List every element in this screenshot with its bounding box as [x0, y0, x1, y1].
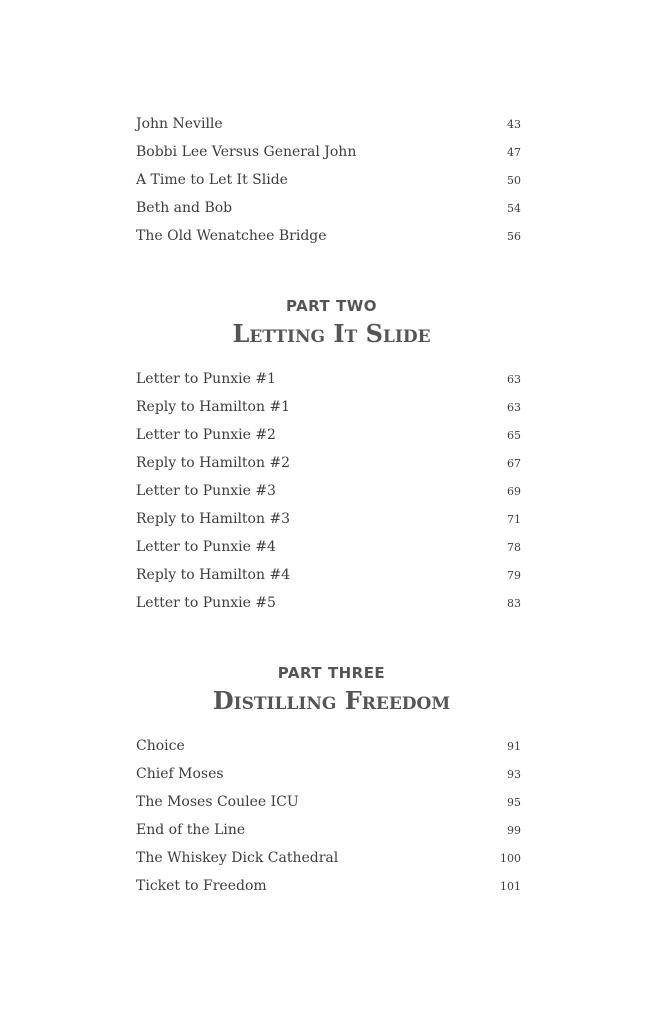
toc-entry-page: 65: [507, 429, 521, 442]
toc-entry[interactable]: [136, 850, 521, 878]
toc-entry[interactable]: [136, 200, 521, 228]
toc-entry-page: 43: [507, 118, 521, 131]
part-three-label: PART THREE: [277, 664, 386, 682]
toc-entry-page: 47: [507, 146, 521, 159]
toc-entry-title: A Time to Let It Slide: [136, 172, 288, 188]
toc-entry[interactable]: [136, 822, 521, 850]
toc-entry-title: Reply to Hamilton #3: [136, 511, 291, 527]
toc-entry-title: Letter to Punxie #5: [136, 595, 276, 611]
toc-entry[interactable]: [136, 144, 521, 172]
toc-entry-title: The Old Wenatchee Bridge: [136, 228, 327, 244]
toc-entry-page: 71: [507, 513, 521, 526]
toc-entry-page: 100: [500, 852, 521, 865]
toc-entry-page: 95: [507, 796, 521, 809]
toc-entry-page: 67: [507, 457, 521, 470]
toc-part-three-list: [136, 738, 521, 906]
toc-entry-title: Letter to Punxie #1: [136, 371, 276, 387]
toc-entry[interactable]: [136, 116, 521, 144]
toc-entry-title: Letter to Punxie #3: [136, 483, 276, 499]
part-two-heading: [0, 296, 663, 350]
toc-entry[interactable]: [136, 738, 521, 766]
toc-part-two-list: [136, 371, 521, 623]
toc-entry-title: Reply to Hamilton #4: [136, 567, 291, 583]
toc-entry-title: Letter to Punxie #2: [136, 427, 276, 443]
toc-entry-title: Chief Moses: [136, 766, 224, 782]
toc-entry-title: Ticket to Freedom: [136, 878, 267, 894]
toc-entry[interactable]: [136, 399, 521, 427]
toc-entry[interactable]: [136, 371, 521, 399]
toc-entry-page: 63: [507, 401, 521, 414]
toc-entry-page: 54: [507, 202, 521, 215]
toc-entry-title: John Neville: [136, 116, 223, 132]
toc-entry-title: Choice: [136, 738, 185, 754]
toc-entry-page: 79: [507, 569, 521, 582]
toc-entry[interactable]: [136, 455, 521, 483]
part-three-heading: [0, 663, 663, 717]
toc-entry-title: Reply to Hamilton #2: [136, 455, 291, 471]
toc-entry[interactable]: [136, 511, 521, 539]
toc-entry[interactable]: [136, 567, 521, 595]
toc-entry-title: Beth and Bob: [136, 200, 233, 216]
toc-entry-page: 101: [500, 880, 521, 893]
toc-entry[interactable]: [136, 766, 521, 794]
toc-entry-title: The Whiskey Dick Cathedral: [136, 850, 339, 866]
toc-entry-title: Reply to Hamilton #1: [136, 399, 291, 415]
toc-entry-title: End of the Line: [136, 822, 246, 838]
toc-entry[interactable]: [136, 595, 521, 623]
toc-entry-page: 78: [507, 541, 521, 554]
toc-entry[interactable]: [136, 878, 521, 906]
part-three-title: Distilling Freedom: [212, 686, 451, 715]
toc-entry-page: 69: [507, 485, 521, 498]
toc-entry-page: 50: [507, 174, 521, 187]
toc-entry[interactable]: [136, 794, 521, 822]
toc-entry-title: Bobbi Lee Versus General John: [136, 144, 357, 160]
part-two-title: Letting It Slide: [232, 319, 431, 348]
toc-entry[interactable]: [136, 483, 521, 511]
toc-entry-page: 83: [507, 597, 521, 610]
part-two-label: PART TWO: [285, 297, 378, 315]
toc-entry-title: Letter to Punxie #4: [136, 539, 276, 555]
toc-entry[interactable]: [136, 228, 521, 256]
toc-entry-page: 63: [507, 373, 521, 386]
toc-part-one-list: [136, 116, 521, 256]
toc-entry[interactable]: [136, 172, 521, 200]
toc-entry[interactable]: [136, 539, 521, 567]
toc-entry-title: The Moses Coulee ICU: [136, 794, 299, 810]
toc-entry-page: 93: [507, 768, 521, 781]
toc-entry-page: 99: [507, 824, 521, 837]
toc-entry-page: 56: [507, 230, 521, 243]
toc-entry-page: 91: [507, 740, 521, 753]
toc-entry[interactable]: [136, 427, 521, 455]
